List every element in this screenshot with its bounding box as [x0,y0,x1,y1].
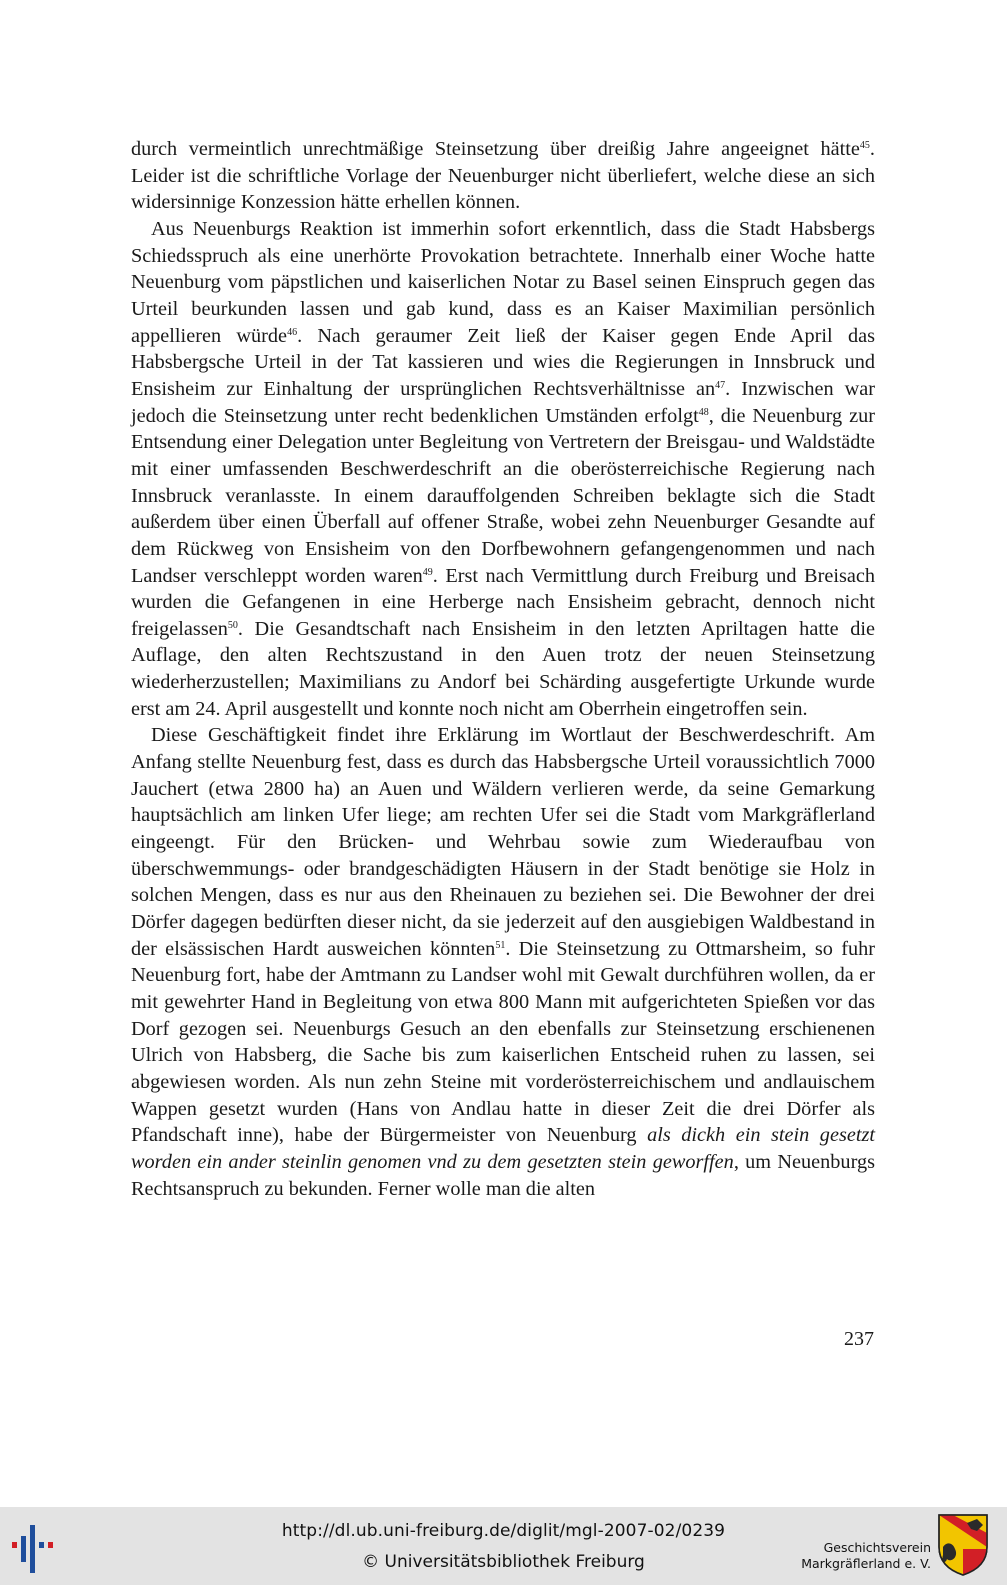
footnote-ref: 49 [422,566,433,578]
text-run: . Leider ist die schriftliche Vorlage der Neuenburger nicht überliefert, welche diese an sich widersinnige Konzession hätte erhellen können. [131,138,875,214]
text-run: . Die Steinsetzung zu Ottmarsheim, so fuhr Neuenburg fort, habe der Amtmann zu Landser wohl mit Gewalt durchführen wollen, da er mit gewehrter Hand in Begleitung von etwa 800 Mann mit aufgerichteten Spießen vor das Dorf gezogen sei. Neuenburgs Gesuch an den ebenfalls zur Steinsetzung erschienenen Ulrich von Habsberg, die Sache bis zum kaiserlichen Entscheid ruhen zu lassen, sei abgewiesen worden. Als nun zehn Steine mit vorderösterreichischem und andlauischem Wappen gesetzt wurden (Hans von Andlau hatte in dieser Zeit die drei Dörfer als Pfandschaft inne), habe der Bürgermeister von Neuenburg [131,937,875,1147]
markgraeflerland-crest-icon [937,1513,989,1577]
text-run: , die Neuenburg zur Entsendung einer Delegation unter Begleitung von Vertretern der Breisgau- und Waldstädte mit einer umfassenden Beschwerdeschrift an die oberösterreichische Regierung nach Innsbruck veranlasste. In einem darauffolgenden Schreiben beklagte sich die Stadt außerdem über einen Überfall auf offener Straße, wobei zehn Neuenburger Gesandte auf dem Rückweg von Ensisheim von den Dorfbewohnern gefangengenommen und nach Landser verschleppt worden waren [131,404,875,587]
page-number: 237 [844,1328,874,1350]
text-run: . Die Gesandtschaft nach Ensisheim in den letzten Apriltagen hatte die Auflage, den alten Rechtszustand in den Auen trotz der neuen Steinsetzung wiederherzustellen; Maximilians zu Andorf bei Schärding ausgefertigte Urkunde wurde erst am 24. April ausgestellt und konnte noch nicht am Oberrhein eingetroffen sein. [131,617,875,720]
footnote-ref: 48 [698,406,709,418]
society-name [791,1540,931,1572]
footer-bar [0,1507,1007,1585]
text-run: , um Neuenburgs Rechtsanspruch zu bekunden. Ferner wolle man die alten [131,1150,875,1200]
paragraph-1 [131,136,875,216]
society-name-line-2: Markgräflerland e. V. [801,1556,931,1571]
copyright-notice: © Universitätsbibliothek Freiburg [362,1552,645,1572]
text-run: . Nach geraumer Zeit ließ der Kaiser gegen Ende April das Habsbergsche Urteil in der Tat kassieren und wies die Regierungen in Innsbruck und Ensisheim zur Einhaltung der ursprünglichen Rechtsverhältnisse an [131,324,876,400]
footnote-ref: 50 [227,619,238,631]
paragraph-2 [131,216,875,722]
footnote-ref: 51 [495,939,506,951]
footnote-ref: 47 [715,379,726,391]
text-run: Diese Geschäftigkeit findet ihre Erklärung im Wortlaut der Beschwerdeschrift. Am Anfang stellte Neuenburg fest, dass es durch das Habsbergsche Urteil voraussichtlich 7000 Jauchert (etwa 2800 ha) an Auen und Wäldern verlieren werde, da seine Gemarkung hauptsächlich am linken Ufer liege; am rechten Ufer sei die Stadt vom Markgräflerland eingeengt. Für den Brücken- und Wehrbau sowie zum Wiederaufbau von überschwemmungs- oder brandgeschädigten Häusern in der Stadt benötige sie Holz in solchen Mengen, dass es nur aus den Rheinauen zu beziehen sei. Die Bewohner der drei Dörfer dagegen bedürften dieser nicht, da sie jederzeit auf den ausgiebigen Waldbestand in der elsässischen Hardt ausweichen könnten [131,724,875,960]
quotation-italic: als dickh ein stein gesetzt worden ein ander steinlin genomen vnd zu dem gesetzten stein geworffen [131,1124,876,1173]
text-run: Aus Neuenburgs Reaktion ist immerhin sofort erkenntlich, dass die Stadt Habsbergs Schiedsspruch als eine unerhörte Provokation betrachtete. Innerhalb einer Woche hatte Neuenburg vom päpstlichen und kaiserlichen Notar zu Basel seinen Einspruch gegen das Urteil beurkunden lassen und gab kund, dass es an Kaiser Maximilian persönlich appellieren würde [131,217,875,347]
source-url[interactable]: http://dl.ub.uni-freiburg.de/diglit/mgl-2007-02/0239 [281,1521,726,1541]
society-name-line-1: Geschichtsverein [823,1540,931,1555]
text-run: . Erst nach Vermittlung durch Freiburg und Breisach wurden die Gefangenen in eine Herberge nach Ensisheim gebracht, dennoch nicht freigelassen [131,564,875,640]
footnote-ref: 46 [287,326,298,338]
text-run: durch vermeintlich unrechtmäßige Steinsetzung über dreißig Jahre angeeignet hätte [131,138,860,160]
footnote-ref: 45 [859,140,870,151]
paragraph-3 [131,722,875,1202]
body-text [131,136,875,1202]
text-run: . Inzwischen war jedoch die Steinsetzung unter recht bedenklichen Umständen erfolgt [131,377,875,427]
